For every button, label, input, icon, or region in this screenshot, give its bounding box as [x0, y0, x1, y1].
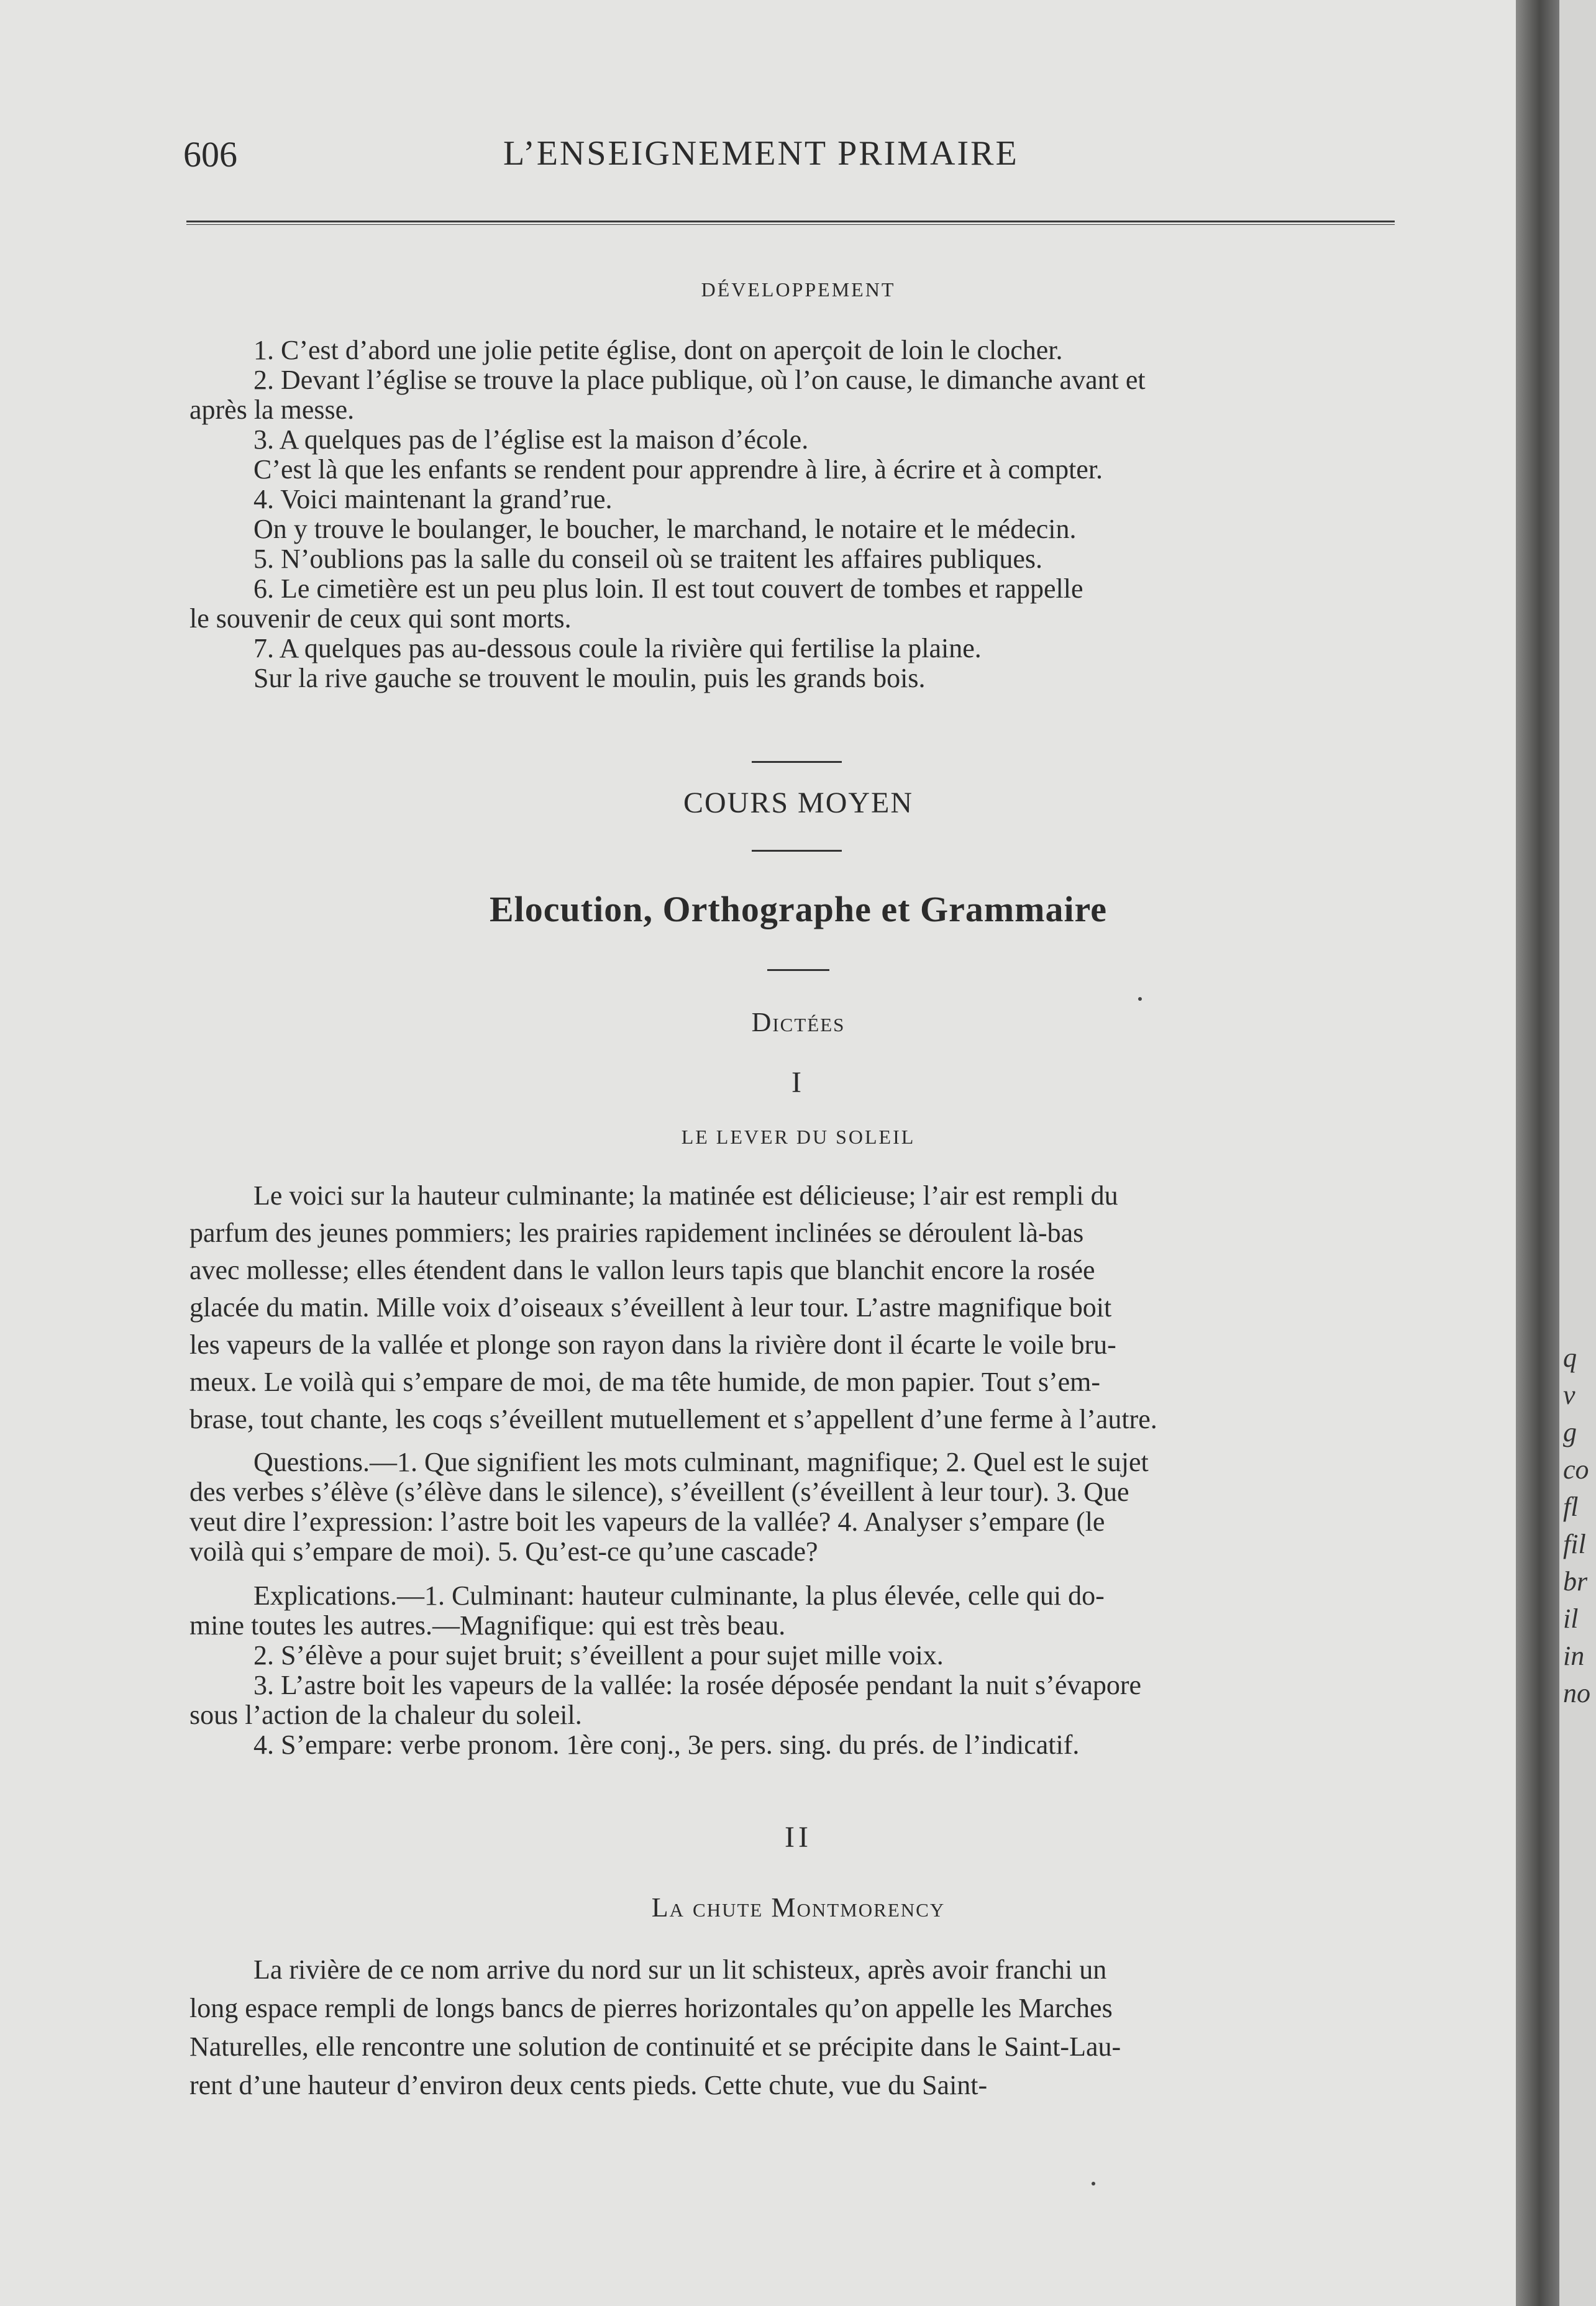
text-line: 2. S’élève a pour sujet bruit; s’éveillent a pour sujet mille voix. [253, 1640, 944, 1670]
header-rule [186, 221, 1395, 225]
running-head [183, 134, 1395, 183]
text-line: On y trouve le boulanger, le boucher, le marchand, le notaire et le médecin. [253, 514, 1077, 544]
developpement-text [189, 335, 1407, 693]
text-line: 6. Le cimetière est un peu plus loin. Il est tout couvert de tombes et rappelle [253, 573, 1083, 604]
text-line: des verbes s’élève (s’élève dans le silence), s’éveillent (s’éveillent à leur tour). 3. Que [189, 1477, 1129, 1507]
text-line: sous l’action de la chaleur du soleil. [189, 1700, 582, 1730]
questions-text [189, 1447, 1407, 1567]
text-line: Naturelles, elle rencontre une solution de continuité et se précipite dans le Saint-Lau- [189, 2031, 1121, 2062]
fragment-text: fil [1563, 1529, 1586, 1559]
text-line: brase, tout chante, les coqs s’éveillent mutuellement et s’appellent d’une ferme à l’autre. [189, 1404, 1157, 1434]
dictee-number: II [785, 1821, 812, 1854]
speck [1092, 2182, 1095, 2185]
dictee2-text [189, 1951, 1407, 2105]
text-line: La rivière de ce nom arrive du nord sur un lit schisteux, après avoir franchi un [253, 1954, 1107, 1985]
text-line: rent d’une hauteur d’environ deux cents pieds. Cette chute, vue du Saint- [189, 2070, 988, 2100]
text-line: le souvenir de ceux qui sont morts. [189, 603, 572, 634]
fragment-text: no [1563, 1678, 1590, 1708]
fragment-text: in [1563, 1641, 1585, 1671]
dictee-title: LE LEVER DU SOLEIL [681, 1126, 916, 1148]
dictees-heading: Dictées [751, 1007, 846, 1037]
fragment-text: br [1563, 1566, 1588, 1597]
fragment-text: v [1563, 1380, 1575, 1410]
page-number: 606 [183, 134, 237, 175]
section-title: Elocution, Orthographe et Grammaire [489, 889, 1107, 929]
section-divider [767, 969, 829, 971]
text-line: parfum des jeunes pommiers; les prairies rapidement inclinées se déroulent là-bas [189, 1218, 1084, 1248]
text-line: après la messe. [189, 394, 355, 425]
fragment-text: fl [1563, 1492, 1579, 1522]
dictee1-text [189, 1177, 1407, 1438]
text-line: Questions.—1. Que signifient les mots culminant, magnifique; 2. Quel est le sujet [253, 1447, 1149, 1477]
explications-text [189, 1581, 1407, 1760]
text-line: 7. A quelques pas au-dessous coule la rivière qui fertilise la plaine. [253, 633, 982, 663]
fragment-text: il [1563, 1603, 1579, 1634]
fragment-text: co [1563, 1454, 1589, 1485]
text-line: les vapeurs de la vallée et plonge son rayon dans la rivière dont il écarte le voile bru- [189, 1329, 1116, 1360]
text-line: 4. Voici maintenant la grand’rue. [253, 484, 613, 514]
text-line: avec mollesse; elles étendent dans le vallon leurs tapis que blanchit encore la rosée [189, 1255, 1095, 1285]
text-line: glacée du matin. Mille voix d’oiseaux s’éveillent à leur tour. L’astre magnifique boit [189, 1292, 1112, 1323]
fragment-text: q [1563, 1342, 1577, 1373]
text-line: 4. S’empare: verbe pronom. 1ère conj., 3e pers. sing. du prés. de l’indicatif. [253, 1730, 1080, 1760]
book-gutter [1516, 0, 1559, 2306]
text-line: veut dire l’expression: l’astre boit les vapeurs de la vallée? 4. Analyser s’empare (le [189, 1506, 1105, 1537]
text-line: Le voici sur la hauteur culminante; la matinée est délicieuse; l’air est rempli du [253, 1180, 1118, 1211]
speck [1138, 997, 1142, 1001]
text-line: 1. C’est d’abord une jolie petite église, dont on aperçoit de loin le clocher. [253, 335, 1063, 365]
adjacent-page-edge [1559, 0, 1596, 2306]
text-line: 2. Devant l’église se trouve la place publique, où l’on cause, le dimanche avant et [253, 365, 1146, 395]
dictee-title: La chute Montmorency [651, 1892, 946, 1923]
section-divider [752, 850, 842, 852]
text-line: meux. Le voilà qui s’empare de moi, de ma tête humide, de mon papier. Tout s’em- [189, 1367, 1101, 1397]
text-line: mine toutes les autres.—Magnifique: qui est très beau. [189, 1610, 786, 1641]
text-line: long espace rempli de longs bancs de pierres horizontales qu’on appelle les Marches [189, 1993, 1113, 2023]
cours-heading: COURS MOYEN [683, 786, 914, 819]
running-title: L’ENSEIGNEMENT PRIMAIRE [503, 134, 1019, 173]
text-line: 3. L’astre boit les vapeurs de la vallée: la rosée déposée pendant la nuit s’évapore [253, 1670, 1142, 1700]
section-divider [752, 761, 842, 763]
text-line: C’est là que les enfants se rendent pour apprendre à lire, à écrire et à compter. [253, 454, 1103, 485]
text-line: voilà qui s’empare de moi). 5. Qu’est-ce qu’une cascade? [189, 1536, 818, 1567]
text-line: Explications.—1. Culminant: hauteur culminante, la plus élevée, celle qui do- [253, 1580, 1105, 1611]
developpement-label: DÉVELOPPEMENT [701, 278, 896, 301]
fragment-text: g [1563, 1417, 1577, 1447]
dictee-number: I [791, 1066, 805, 1099]
text-line: 5. N’oublions pas la salle du conseil où se traitent les affaires publiques. [253, 544, 1043, 574]
text-line: 3. A quelques pas de l’église est la maison d’école. [253, 424, 809, 455]
text-line: Sur la rive gauche se trouvent le moulin, puis les grands bois. [253, 663, 926, 693]
